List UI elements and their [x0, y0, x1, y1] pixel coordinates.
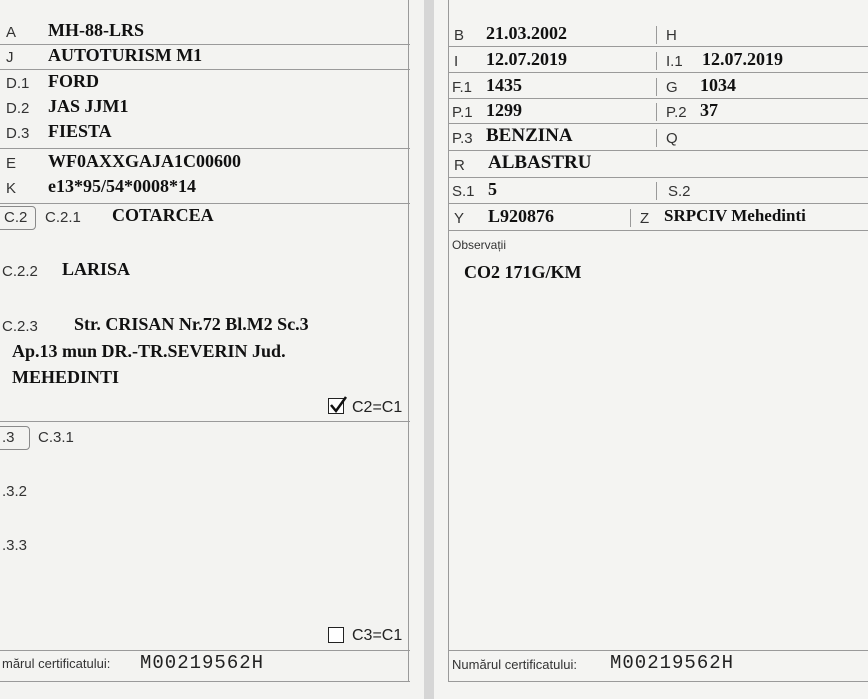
field-p2-power: 37: [700, 100, 718, 120]
checkmark-icon: [328, 395, 348, 415]
observations-label: Observații: [452, 238, 507, 252]
field-c23-address-line-3: MEHEDINTI: [12, 367, 120, 387]
field-code-d2: D.2: [6, 100, 30, 117]
field-c22-holder-first-name: LARISA: [62, 259, 131, 279]
field-code-c23: C.2.3: [2, 318, 38, 335]
field-z-issuing-authority: SRPCIV Mehedinti: [664, 206, 806, 225]
field-p3-fuel-type: BENZINA: [486, 125, 573, 146]
divider: [0, 148, 410, 149]
divider: [656, 182, 657, 200]
divider: [656, 103, 657, 121]
field-code-d1: D.1: [6, 75, 30, 92]
divider: [448, 72, 868, 73]
divider: [656, 78, 657, 96]
divider: [0, 421, 410, 422]
field-e-vin: WF0AXXGAJA1C00600: [48, 151, 241, 171]
c3-equals-c1-label: C3=C1: [352, 627, 403, 644]
field-code-c22: C.2.2: [2, 263, 38, 280]
left-panel: [0, 0, 424, 699]
certificate-number-value: M00219562H: [610, 652, 735, 674]
field-c23-address-line-2: Ap.13 mun DR.-TR.SEVERIN Jud.: [12, 341, 286, 361]
divider: [656, 129, 657, 147]
divider: [0, 650, 410, 651]
certificate-number-label: mărul certificatului:: [2, 656, 111, 671]
observations-value: CO2 171G/KM: [464, 262, 582, 282]
field-code-i1: I.1: [666, 53, 683, 70]
right-panel: [434, 0, 868, 699]
field-code-a: A: [6, 24, 17, 41]
divider: [656, 52, 657, 70]
field-code-p3: P.3: [452, 130, 473, 147]
field-code-c21: C.2.1: [45, 209, 81, 226]
certificate-number-label: Numărul certificatului:: [452, 657, 577, 672]
field-b-first-registration-date: 21.03.2002: [486, 23, 567, 43]
divider: [448, 650, 868, 651]
divider: [656, 26, 657, 44]
field-r-color: ALBASTRU: [488, 152, 592, 173]
field-code-f1: F.1: [452, 79, 473, 96]
field-c23-address-line-1: Str. CRISAN Nr.72 Bl.M2 Sc.3: [74, 314, 309, 334]
field-code-p2: P.2: [666, 104, 687, 121]
divider: [448, 203, 868, 204]
field-d2-type: JAS JJM1: [48, 96, 129, 116]
field-code-b: B: [454, 27, 465, 44]
divider: [0, 681, 410, 682]
field-d3-model: FIESTA: [48, 121, 112, 141]
field-i-registration-date: 12.07.2019: [486, 49, 567, 69]
page-gutter: [424, 0, 434, 699]
divider: [448, 177, 868, 178]
divider: [448, 150, 868, 151]
field-code-p1: P.1: [452, 104, 473, 121]
field-code-c31: C.3.1: [38, 429, 74, 446]
field-code-j: J: [6, 49, 14, 66]
field-a-registration-number: MH-88-LRS: [48, 20, 144, 40]
field-code-c2: C.2: [4, 209, 28, 226]
field-y-document-number: L920876: [488, 206, 555, 226]
field-code-q: Q: [666, 130, 678, 147]
divider: [630, 209, 631, 227]
certificate-number-value: M00219562H: [140, 652, 265, 674]
field-d1-make: FORD: [48, 71, 99, 91]
field-code-c32: .3.2: [2, 483, 28, 500]
field-g-mass-in-service: 1034: [700, 75, 736, 95]
field-code-z: Z: [640, 210, 650, 227]
c2-equals-c1-checkbox[interactable]: [328, 398, 344, 414]
field-code-s2: S.2: [668, 183, 691, 200]
field-code-e: E: [6, 155, 17, 172]
field-code-c3: .3: [2, 429, 15, 446]
field-code-d3: D.3: [6, 125, 30, 142]
divider: [448, 230, 868, 231]
field-code-i: I: [454, 53, 459, 70]
c2-equals-c1-label: C2=C1: [352, 399, 403, 416]
field-code-y: Y: [454, 210, 465, 227]
field-s1-seats: 5: [488, 179, 497, 199]
field-code-k: K: [6, 180, 17, 197]
divider: [448, 123, 868, 124]
field-j-vehicle-category: AUTOTURISM M1: [48, 45, 203, 65]
field-p1-engine-capacity: 1299: [486, 100, 522, 120]
divider: [448, 98, 868, 99]
panel-border: [408, 0, 409, 682]
field-code-s1: S.1: [452, 183, 475, 200]
divider: [448, 681, 868, 682]
field-i1-certificate-date: 12.07.2019: [702, 49, 783, 69]
panel-border: [448, 0, 449, 682]
c3-equals-c1-checkbox[interactable]: [328, 627, 344, 643]
field-code-g: G: [666, 79, 678, 96]
divider: [0, 203, 410, 204]
field-f1-max-mass: 1435: [486, 75, 522, 95]
field-k-type-approval: e13*95/54*0008*14: [48, 176, 196, 196]
field-code-h: H: [666, 27, 677, 44]
divider: [448, 46, 868, 47]
field-code-r: R: [454, 157, 465, 174]
field-c21-holder-surname: COTARCEA: [112, 205, 214, 225]
field-code-c33: .3.3: [2, 537, 28, 554]
divider: [0, 69, 410, 70]
